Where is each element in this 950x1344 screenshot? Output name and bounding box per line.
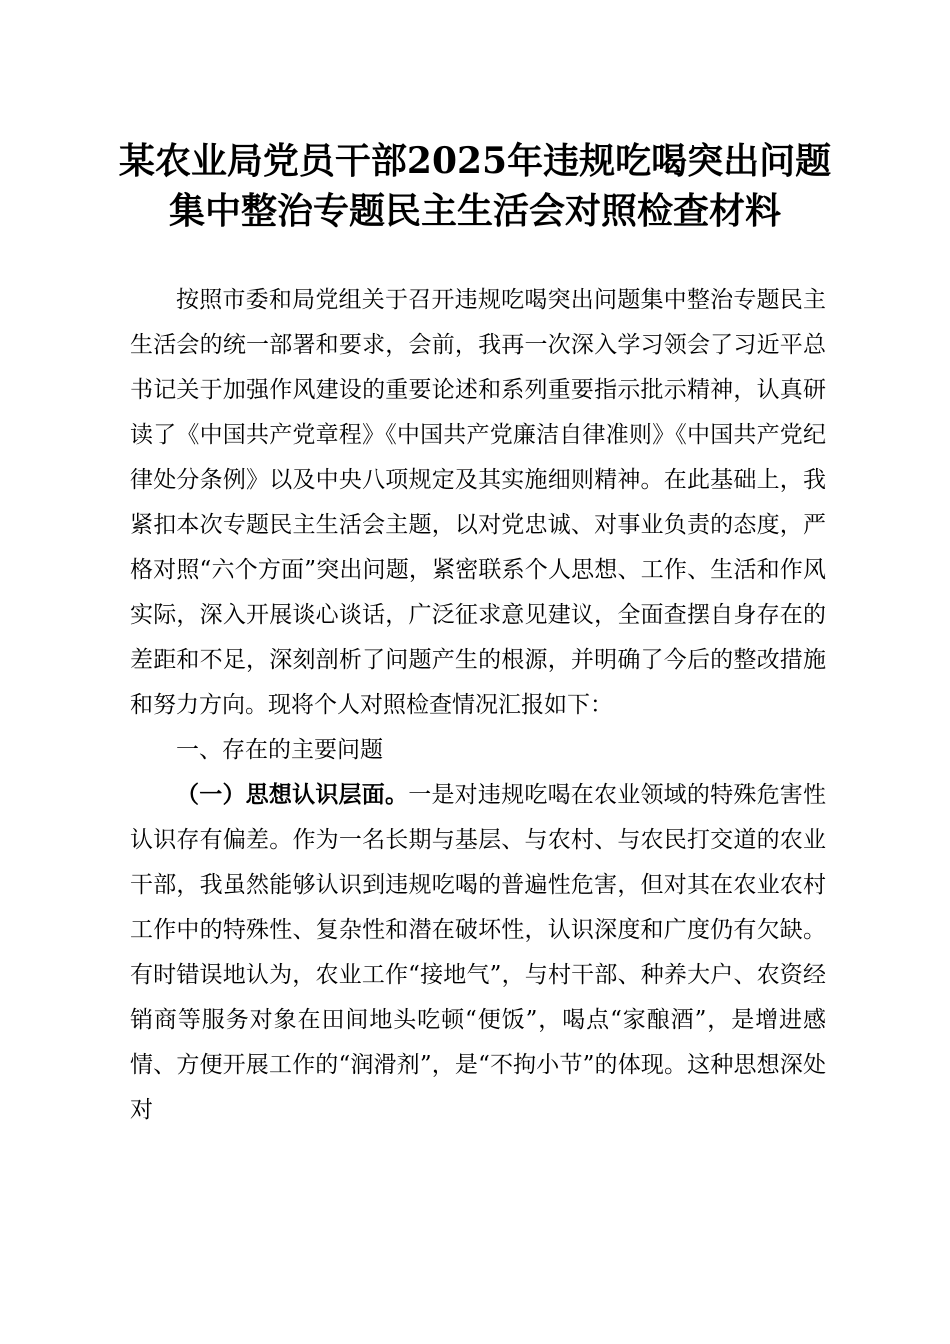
subsection-1-text: 一是对违规吃喝在农业领域的特殊危害性认识存有偏差。作为一名长期与基层、与农村、与农民打交道的农业干部，我虽然能够认识到违规吃喝的普遍性危害，但对其在农业农村工作中的特殊性、复杂性和潜在破坏性，认识深度和广度仍有欠缺。有时错误地认为，农业工作“接地气”，与村干部、种养大户、农资经销商等服务对象在田间地头吃顿“便饭”，喝点“家酿酒”，是增进感情、方便开展工作的“润滑剂”，是“不拘小节”的体现。这种思想深处对: [130, 782, 827, 1123]
document-body: [130, 278, 826, 1133]
title-line-2: 集中整治专题民主生活会对照检查材料: [168, 190, 781, 232]
subsection-1-paragraph: [130, 773, 826, 1133]
title-line-1: 某农业局党员干部2025年违规吃喝突出问题: [118, 140, 832, 182]
section-heading-1: 一、存在的主要问题: [176, 737, 383, 763]
intro-paragraph: 按照市委和局党组关于召开违规吃喝突出问题集中整治专题民主生活会的统一部署和要求，会前，我再一次深入学习领会了习近平总书记关于加强作风建设的重要论述和系列重要指示批示精神，认真研读了《中国共产党章程》《中国共产党廉洁自律准则》《中国共产党纪律处分条例》以及中央八项规定及其实施细则精神。在此基础上，我紧扣本次专题民主生活会主题，以对党忠诚、对事业负责的态度，严格对照“六个方面”突出问题，紧密联系个人思想、工作、生活和作风实际，深入开展谈心谈话，广泛征求意见建议，全面查摆自身存在的差距和不足，深刻剖析了问题产生的根源，并明确了今后的整改措施和努力方向。现将个人对照检查情况汇报如下：: [130, 287, 826, 718]
subsection-heading-1: （一）思想认识层面。: [176, 782, 409, 808]
document-title: [110, 136, 840, 236]
